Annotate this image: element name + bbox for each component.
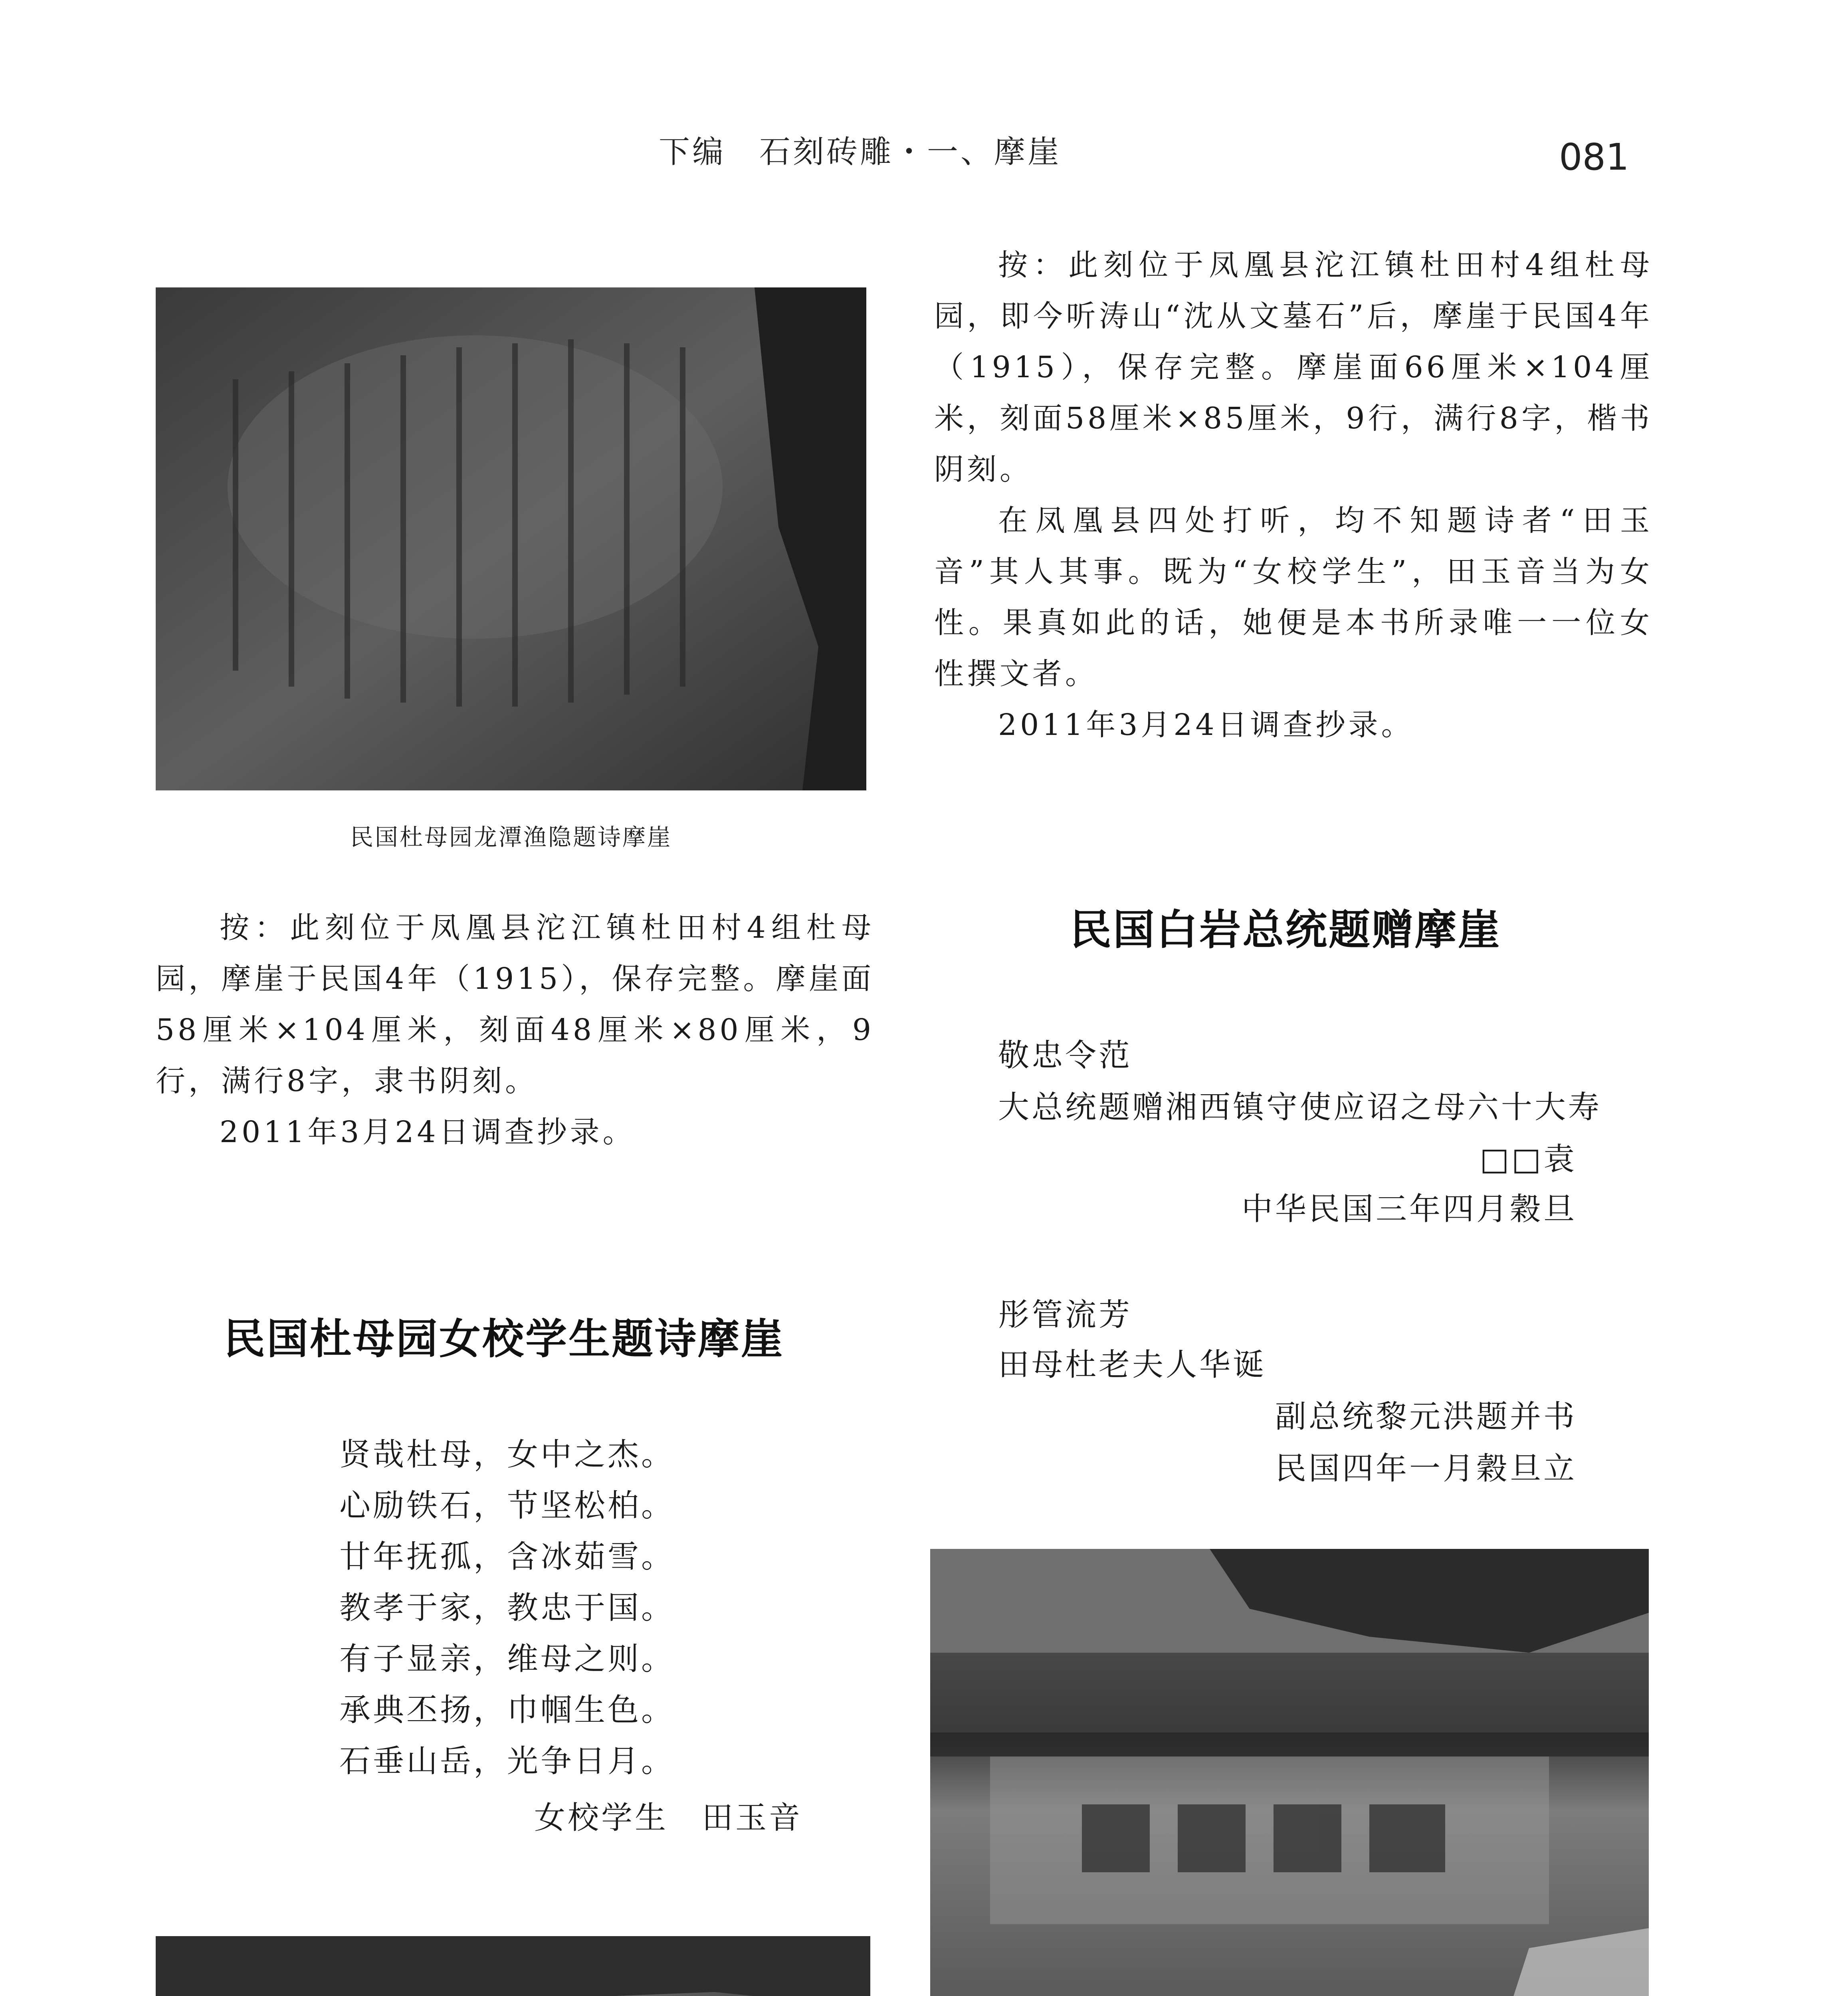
section-heading-female-student-poem: 民国杜母园女校学生题诗摩崖 [224, 1315, 784, 1363]
inscription2-signer: 副总统黎元洪题并书 [1275, 1399, 1577, 1435]
note1-block [156, 902, 874, 1158]
poem-line: 贤哉杜母，女中之杰。 [339, 1437, 675, 1473]
photo-longtan-yuyin-inscription [156, 287, 866, 790]
poem-line: 承典丕扬，巾帼生色。 [339, 1692, 675, 1728]
note2-paragraph-author: 在凤凰县四处打听，均不知题诗者“田玉音”其人其事。既为“女校学生”，田玉音当为女性。果真如此的话，她便是本书所录唯一一位女性撰文者。 [934, 503, 1653, 691]
poem-line: 廿年抚孤，含冰茹雪。 [339, 1539, 675, 1575]
note1-paragraph: 按：此刻位于凤凰县沱江镇杜田村4组杜母园，摩崖于民国4年（1915），保存完整。摩崖面58厘米×104厘米，刻面48厘米×80厘米，9行，满行8字，隶书阴刻。 [156, 911, 874, 1098]
poem-signature: 女校学生 田玉音 [534, 1800, 802, 1836]
note2-survey-date: 2011年3月24日调查抄录。 [998, 708, 1414, 742]
page-number: 081 [1559, 136, 1629, 178]
photo-baiyan-president-inscription [930, 1549, 1649, 1996]
inscription2-date: 民国四年一月穀旦立 [1275, 1451, 1577, 1487]
inscription1-line: 大总统题赠湘西镇守使应诏之母六十大寿 [998, 1089, 1602, 1125]
inscription2-title: 彤管流芳 [998, 1297, 1133, 1333]
section-heading-president-inscription: 民国白岩总统题赠摩崖 [1070, 905, 1501, 954]
inscription1-signer: □□袁 [1480, 1141, 1577, 1177]
poem-block [339, 1429, 818, 1787]
note2-block [934, 240, 1653, 750]
inscription2-line: 田母杜老夫人华诞 [998, 1347, 1267, 1383]
poem-line: 心励铁石，节坚松柏。 [339, 1488, 675, 1524]
photo-female-student-poem-inscription [156, 1936, 870, 1996]
poem-line: 教孝于家，教忠于国。 [339, 1590, 675, 1626]
photo1-caption: 民国杜母园龙潭渔隐题诗摩崖 [350, 824, 672, 851]
note1-survey-date: 2011年3月24日调查抄录。 [220, 1115, 636, 1149]
poem-line: 石垂山岳，光争日月。 [339, 1743, 675, 1779]
inscription1-title: 敬忠令范 [998, 1038, 1133, 1073]
inscription1-date: 中华民国三年四月穀旦 [1241, 1191, 1577, 1227]
running-title: 下编 石刻砖雕・一、摩崖 [659, 134, 1062, 170]
note2-paragraph-location: 按：此刻位于凤凰县沱江镇杜田村4组杜母园，即今听涛山“沈从文墓石”后，摩崖于民国4年（1915），保存完整。摩崖面66厘米×104厘米，刻面58厘米×85厘米，9行，满行8字，楷书阴刻。 [934, 248, 1653, 487]
poem-line: 有子显亲，维母之则。 [339, 1641, 675, 1677]
